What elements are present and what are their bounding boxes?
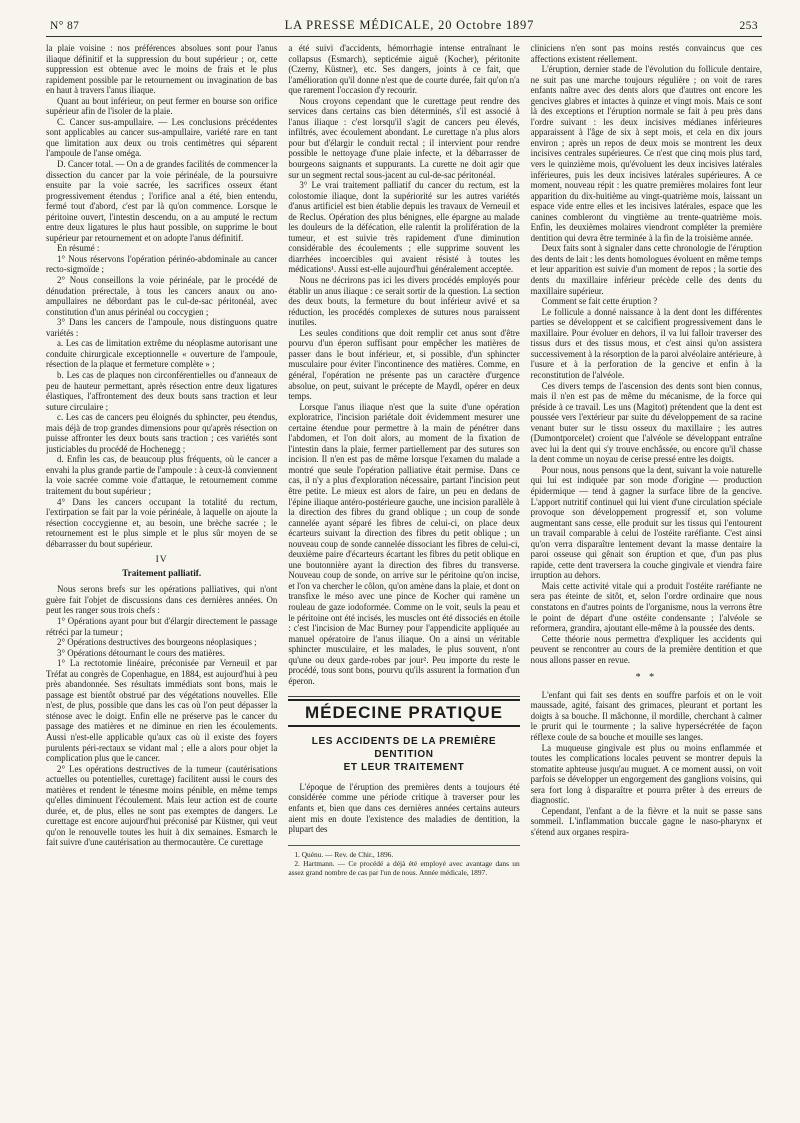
paragraph: C. Cancer sus-ampullaire. — Les conclusions précédentes sont applicables au cancer sus-ampullaire, variété rare en tant que limitation aux deux ou trois centimètres qui séparent l'ampoule de l'anse oméga. [46,116,278,159]
paragraph: D. Cancer total. — On a de grandes facilités de commencer la dissection du cancer par la voie périnéale, de la poursuivre ensuite par la voie sacrée, les sacrifices osseux étant progressivement étendus ; l'orifice anal a été, bien entendu, fermé tout d'abord, c'est par là qu'on commence. Lorsque le péritoine ouvert, l'intestin descendu, on a au amputé le rectum entre deux ligatures le plus haut possible, on supprime le bout supérieur par retournement et on adopte l'anus définitif. [46,159,278,243]
paragraph: Ces divers temps de l'ascension des dents sont bien connus, mais il n'en est pas de même du mécanisme, de la force qui préside à ce travail. Les uns (Magitot) prétendent que la dent est poussée vers l'extérieur par suite du développement de sa racine venant buter sur le tissu osseux du maxillaire ; les autres (Dumontporcelet) croient que l'alvéole se développant entraîne avec lui la dent qui s'y trouve enchâssée, ou encore qu'il chasse la dent comme un noyau de cerise pressé entre les doigts. [530,380,762,465]
paragraph: la plaie voisine : nos préférences absolues sont pour l'anus iliaque définitif et la suppression du bout supérieur ; or, cette suppression est obtenue avec le moins de frais et le plus rapidement possible par le retournement ou invagination de bas en haut à travers l'anus iliaque. [46,43,278,96]
paragraph: La muqueuse gingivale est plus ou moins enflammée et toutes les complications locales peuvent se montrer depuis la stomatite aphteuse jusqu'au muguet. A ce moment aussi, on voit parfois se développer un engorgement des ganglions voisins, qui sera fort long à disparaître et pourra prêter à des erreurs de diagnostic. [530,742,762,806]
column-right [531,43,762,1123]
paragraph: Nous serons brefs sur les opérations palliatives, qui n'ont guère fait l'objet de discussions dans ces dernières années. On peut les ranger sous trois chefs : [46,584,278,616]
column-right-paragraphs [531,43,762,665]
section-banner: MÉDECINE PRATIQUE [288,699,519,727]
paragraph: 2° Opérations destructives des bourgeons néoplasiques ; [57,637,257,648]
paragraph: Deux faits sont à signaler dans cette chronologie de l'éruption des dents de lait : les dents homologues évoluent en même temps et leur apparition est suivie d'un moment de repos ; la sortie des dents du maxillaire inférieur précède celle des dents du maxillaire supérieur. [530,243,762,296]
paragraph: 1° Nous réservons l'opération périnéo-abdominale au cancer recto-sigmoïde ; [46,253,278,275]
section-stars: * * [635,672,658,684]
paragraph: 3° Dans les cancers de l'ampoule, nous distinguons quatre variétés : [46,317,278,338]
paragraph: Cependant, l'enfant a de la fièvre et la nuit se passe sans sommeil. L'inflammation buccale gagne le naso-pharynx et s'étend aux organes respira- [530,805,762,837]
paragraph: Nous croyons cependant que le curettage peut rendre des services dans certains cas bien déterminés, s'il est associé à l'anus iliaque : c'est lorsqu'il s'agit de cancers peu élevés, infiltrés, avec écoulement abondant. Le curettage n'a plus alors pour but d'élargir le conduit rectal ; il intervient pour rendre possible le nettoyage d'une plaie infecte, et la débarrasser de bourgeons saignants et suppurants. La curette ne doit agir que sur un segment rectal sous-jacent au cul-de-sac péritonéal. [288,95,520,180]
footnotes [288,845,519,877]
paragraph: Pour nous, nous pensons que la dent, suivant la voie naturelle qui lui est indiquée par son mode d'origine — production épidermique — tend à gagner la surface libre de la gencive. L'apport nutritif continuel qui lui vient d'une circulation spéciale provoque son développement progressif et, son volume augmentant sans cesse, elle produit sur les tissus qui l'entourent un travail comparable à celui de l'ostéite raréfiante. C'est ainsi qu'on verra disparaître lentement devant la masse dentaire la paroi osseuse qui gênait son éruption et que, d'un pas plus rapide, cette dent traversera la couche gingivale et viendra faire irruption au dehors. [530,464,762,581]
paragraph: Lorsque l'anus iliaque n'est que la suite d'une opération exploratrice, l'incision pariétale doit évidemment mesurer une certaine étendue pour permettre à la main de pénétrer dans l'abdomen, et l'on doit alors, au moment de la fixation de l'intestin dans la plaie, fermer partiellement par des sutures son incision. Il n'en est pas de même lorsque l'examen du malade a montré que seule l'opération palliative était permise. Dans ce cas, il n'y a plus d'exploration nécessaire, partant l'incision peut être petite. Le mieux est alors de faire, un peu en dedans de l'épine iliaque antéro-postérieure gauche, une incision parallèle à la direction des fibres du grand oblique ; un coup de sonde cannelée ayant séparé les fibres de celui-ci, on place deux écarteurs suivant la direction des fibres du petit oblique ; un nouveau coup de sonde cannelée dissociant les fibres de celui-ci, deuxième paire d'écarteurs écartant les fibres du petit oblique en une boutonnière ayant la direction des fibres du transverse. Nouveau coup de sonde, on arrive sur le péritoine qu'on incise, et l'on va chercher le côlon, qu'on amène dans la plaie, et dont on transfixe le méso avec une pince de Kocher qui ramène un rouleau de gaze iodoformée. Comme on le voit, seuls la peau et le péritoine ont été incisés, les muscles ont été dissociés en étoile : c'est l'incision de Mac Burney pour l'appendicite appliquée au manuel opératoire de l'anus iliaque. On a ainsi un véritable sphincter musculaire, et les malades, le plus souvent, n'ont qu'une ou deux garde-robes par jour². Peu importe du reste le procédé, tous sont bons, pourvu qu'ils assurent la formation d'un éperon. [288,401,520,686]
article-title-line-2: ET LEUR TRAITEMENT [343,761,465,773]
paragraph: 4° Dans les cancers occupant la totalité du rectum, l'extirpation se fait par la voie périnéale, à laquelle on ajoute la résection coccygienne et, au besoin, une brèche sacrée ; le retournement est le plus simple et le plus sûr moyen de se débarrasser du bout supérieur. [46,496,278,549]
section-title: Traitement palliatif. [122,567,202,578]
column-left-paragraphs [46,43,277,549]
paragraph: Quant au bout inférieur, on peut fermer en bourse son orifice supérieur afin de l'isoler de la plaie. [46,95,278,117]
paragraph: Les seules conditions que doit remplir cet anus sont d'être pourvu d'un éperon suffisant pour empêcher les matières de passer dans le bout inférieur, et, si possible, d'un sphincter musculaire pour éviter l'incontinence des matières. Comme, en général, l'opération ne présente pas un caractère d'urgence absolue, on peut, suivant le précepte de Maydl, opérer en deux temps. [288,327,520,402]
paragraph: 1° Opérations ayant pour but d'élargir directement le passage rétréci par la tumeur ; [46,615,278,637]
paragraph: b. Les cas de plaques non circonférentielles ou d'anneaux de peu de hauteur permettant, après résection entre deux ligatures élastiques, l'affrontement des deux bouts sans traction et leur suture circulaire ; [46,369,278,412]
column-left [46,43,277,1123]
paragraph: 1. Quénu. — Rev. de Chir., 1896. [294,849,394,859]
paragraph: Le follicule a donné naissance à la dent dont les différentes parties se développent et se calcifient progressivement dans le maxillaire. Pour évoluer en dehors, il va lui falloir traverser des tissus durs et des tissus mous, et c'est ainsi qu'on assistera successivement à la résorption de la paroi alvéolaire antérieure, à l'usure et à la perforation de la gencive et enfin à la reconstitution de l'alvéole. [530,306,762,380]
paragraph: d. Enfin les cas, de beaucoup plus fréquents, où le cancer a envahi la plus grande partie de l'ampoule : à ceux-là conviennent la voie sacrée comme voie d'attaque, le retournement comme traitement du bout supérieur ; [46,454,278,496]
paragraph: a. Les cas de limitation extrême du néoplasme autorisant une conduite chirurgicale exceptionnelle « ouverture de l'ampoule, résection de la plaque et fermeture complète » ; [46,338,278,370]
journal-title: LA PRESSE MÉDICALE, 20 Octobre 1897 [284,18,535,32]
text-columns [46,43,762,1123]
paragraph: L'éruption, dernier stade de l'évolution du follicule dentaire, ne suit pas une marche toujours régulière ; on voit de rares enfants naître avec des dents alors que d'autres ont encore les gencives glabres et intactes à quinze et vingt mois. Mais ce sont là des exceptions et l'éruption normale se fait à peu près dans l'ordre suivant : les deux incisives médianes inférieures apparaissent à l'âge de six à sept mois, et cela en dix jours environ ; après un repos de deux mois se montrent les deux incisives centrales supérieures. Ce n'est que cinq mois plus tard, vers le quinzième mois, qu'évoluent les deux incisives latérales inférieures, puis les deux incisives latérales supérieures. A ce moment, nouveau répit : les quatre premières molaires font leur apparition du dix-huitième au vingt-quatrième mois, laissant un espace vide entre elles et les incisives latérales, espace que les canines combleront du vingtième au trente-quatrième mois. Enfin, les deuxièmes molaires viendront compléter la première dentition qui devra être terminée à la fin de la troisième année. [530,64,762,243]
paragraph: 2. Hartmann. — Ce procédé a déjà été employé avec avantage dans un assez grand nombre de cas par l'un de nous. Année médicale, 1897. [288,858,520,877]
column-right-paragraphs-2 [531,690,762,838]
paragraph: 1° La rectotomie linéaire, préconisée par Verneuil et par Tréfat au congrès de Copenhague, en 1884, est aujourd'hui à peu près abandonnée. Ses résultats immédiats sont bons, mais le passage est bientôt obstrué par des végétations nouvelles. Elle n'est, de plus, possible que dans les cas où l'on peut dépasser la sténose avec le doigt. Enfin elle ne préserve pas le cancer du passage des matières et ne diminue en rien les écoulements. Aussi n'est-elle applicable qu'aux cas où il existe des foyers purulents péri-rectaux se vidant mal ; elle a alors pour objet la complication plus que le cancer. [46,658,278,764]
paragraph: Cette théorie nous permettra d'expliquer les accidents qui peuvent se rencontrer au cours de la première dentition et que nous allons passer en revue. [530,633,762,665]
paragraph: c. Les cas de cancers peu éloignés du sphincter, peu étendus, mais déjà de trop grandes dimensions pour qu'après résection on puisse affronter les deux bouts sans traction ; ces variétés sont justiciables du procédé de Hochenegg ; [46,412,278,454]
article-title-line-1: LES ACCIDENTS DE LA PREMIÈRE DENTITION [311,735,497,760]
paragraph: 3° Opérations détournant le cours des matières. [57,647,225,658]
column-middle-paragraphs [288,43,519,686]
paragraph: 2° Les opérations destructives de la tumeur (cautérisations actuelles ou potentielles, curettage) facilitent aussi le cours des matières et rendent le ténesme moins pénible, en même temps qu'elles diminuent l'écoulement. Mais leur action est de courte durée, et, de plus, elles ne sont pas exemptes de dangers. Le curettage est encore aujourd'hui préconisé par Küstner, qui veut qu'on le renouvelle toutes les huit à dix semaines. Esmarch le fait suivre d'une cautérisation au thermocautère. Ce curettage [46,763,278,848]
page-label: N° 87 [50,20,80,32]
article-title [288,735,519,774]
paragraph: cliniciens n'en sont pas moins restés convaincus que ces affections existent réellement. [530,43,762,64]
paragraph: a été suivi d'accidents, hémorrhagie intense entraînant le collapsus (Esmarch), septicémie aiguë (Kocher), péritonite (Czerny, Küstner), etc. Ses dangers, joints à ce fait, que l'amélioration qu'il donne n'est que de courte durée, fait qu'on n'a que rarement l'occasion d'y recourir. [288,43,520,96]
paragraph: L'enfant qui fait ses dents en souffre parfois et on le voit maussade, agité, faisant des grimaces, pleurant et portant les doigts à sa bouche. Il mâchonne, il mordille, cherchant à calmer le prurit qui le tourmente ; la salive hypersécrétée de façon réflexe coule de sa bouche et mouille ses langes. [530,689,762,742]
paragraph: L'époque de l'éruption des premières dents a toujours été considérée comme une période critique à traverser pour les enfants et, bien que dans ces dernières années certains auteurs aient mis en doute l'existence des maladies de dentition, la plupart des [288,781,520,835]
column-left-paragraphs-2 [46,584,277,848]
paragraph: Mais cette activité vitale qui a produit l'ostéite raréfiante ne sera pas éteinte de sitôt, et, selon l'ordre ordinaire que nous constatons en d'autres points de l'organisme, nous la verrons être le point de départ d'une ostéite condensante ; l'alvéole se reformera, grandira, ajoutant elle-même à la poussée des dents. [530,580,762,634]
paragraph: En résumé : [57,243,100,254]
page-number: 253 [739,20,758,32]
section-number: IV [155,555,168,566]
paragraph: Nous ne décrirons pas ici les divers procédés employés pour établir un anus iliaque : ce serait sortir de la question. La section des deux bouts, la fermeture du bout inférieur avivé et sa réduction, les procédés complexes de sutures nous paraissent inutiles. [288,275,520,328]
column-middle [288,43,519,1123]
divider [288,696,519,697]
paragraph: 3° Le vrai traitement palliatif du cancer du rectum, est la colostomie iliaque, dont la supériorité sur les autres variétés d'anus artificiel est bien établie depuis les travaux de Verneuil et de Reclus. Opération des plus bénignes, elle épargne au malade les douleurs de la défécation, elle ralentit la prolifération de la tumeur, et est suivie très rapidement d'une diminution considérable des écoulements ; elle supprime souvent les diarrhées incoercibles qui avaient résisté à toutes les médications¹. Aussi est-elle aujourd'hui généralement acceptée. [288,180,520,275]
paragraph: 2° Nous conseillons la voie périnéale, par le procédé de dénudation prérectale, à tous les cancers anaux ou ano-ampullaires ne débordant pas le cul-de-sac péritonéal, avec constitution d'un anus périnéal ou coccygien ; [46,275,278,317]
paragraph: Comment se fait cette éruption ? [541,296,658,307]
running-head [46,18,762,37]
column-middle-paragraphs-2 [288,782,519,835]
